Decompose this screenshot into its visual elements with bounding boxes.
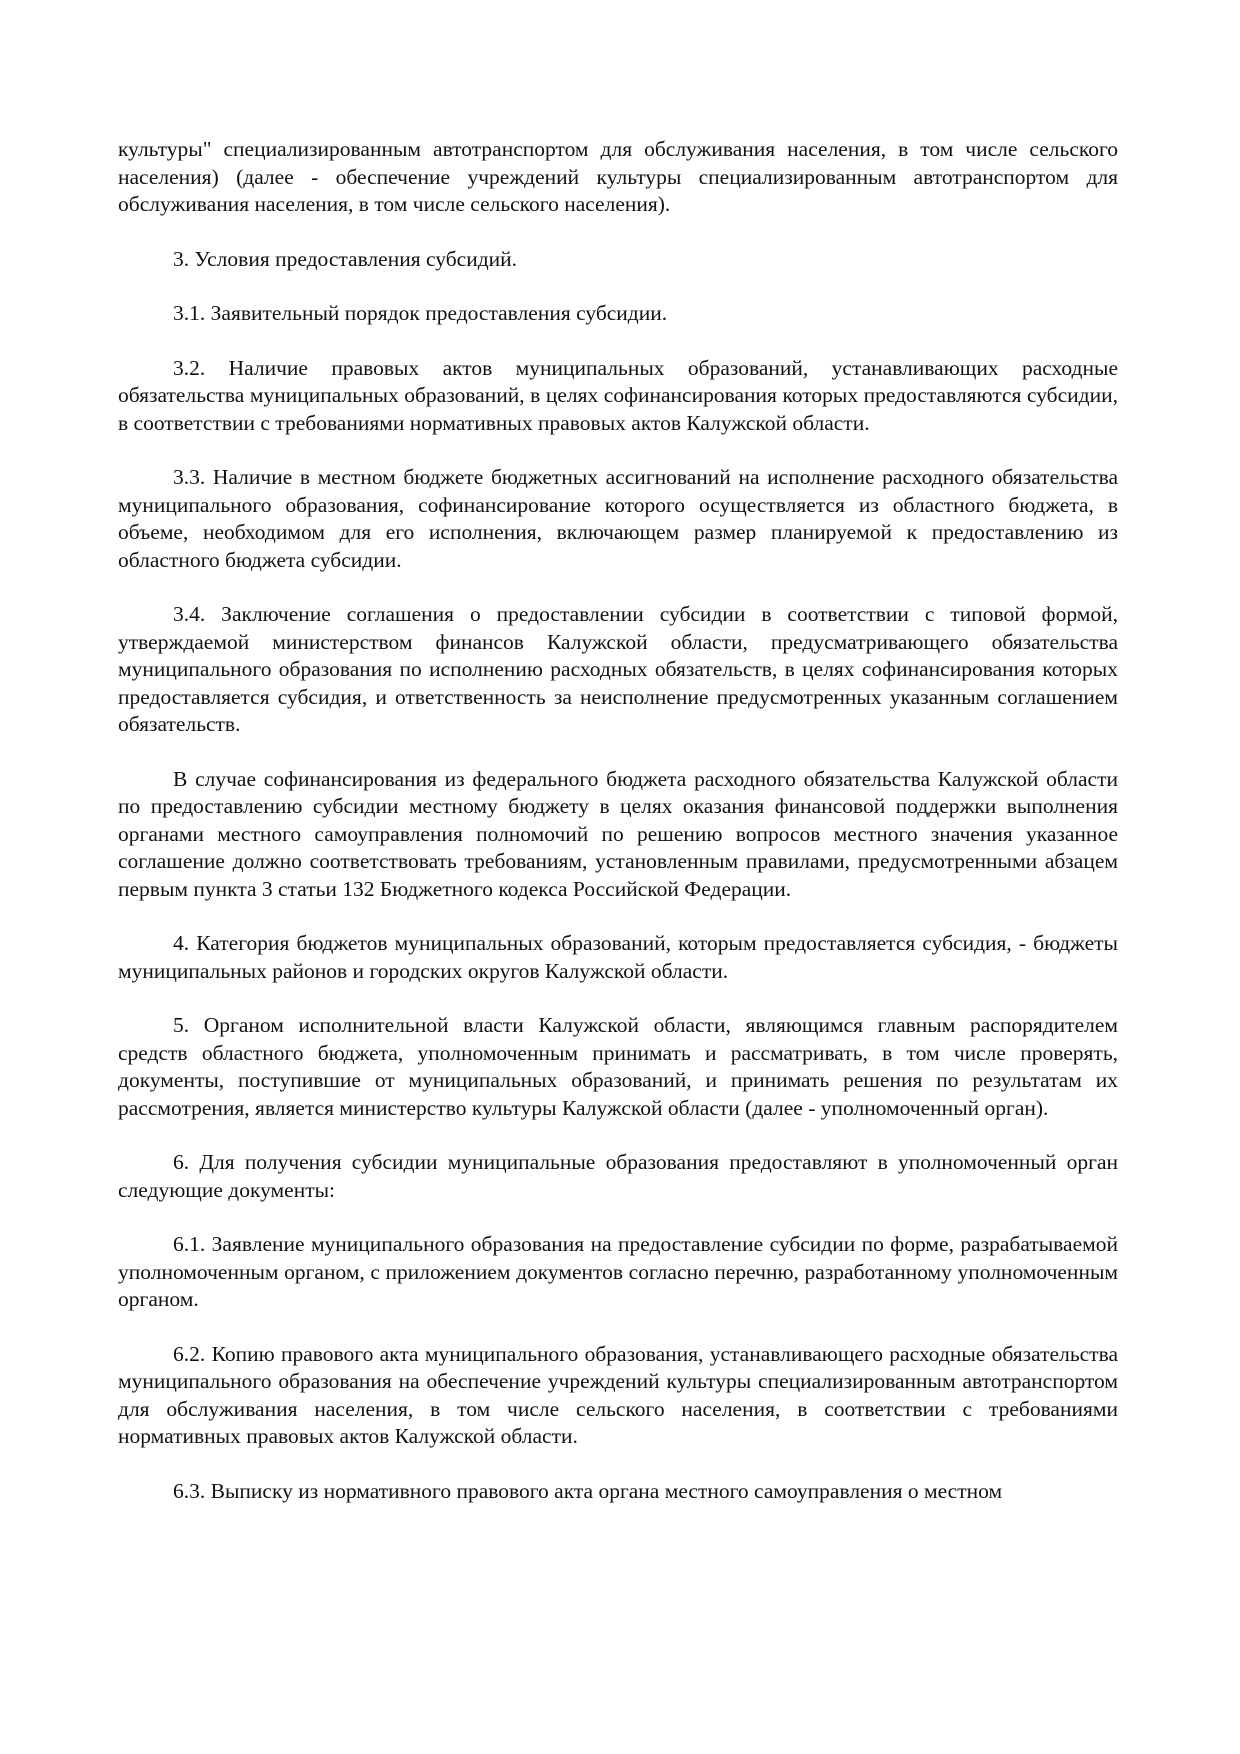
- paragraph-section-6: 6. Для получения субсидии муниципальные образования предоставляют в уполномоченный орган следующие документы:: [118, 1150, 1118, 1202]
- paragraph-6-2: 6.2. Копию правового акта муниципального образования, устанавливающего расходные обязательства муниципального образования на обеспечение учреждений культуры специализированным автотранспортом для обслуживания населения, в том числе сельского населения, в соответствии с требованиями нормативных правовых актов Калужской области.: [118, 1341, 1118, 1448]
- paragraph-6-1: 6.1. Заявление муниципального образования на предоставление субсидии по форме, разрабатываемой уполномоченным органом, с приложением документов согласно перечню, разработанному уполномоченным органом.: [118, 1232, 1118, 1311]
- paragraph-federal-cofinancing: В случае софинансирования из федерального бюджета расходного обязательства Калужской области по предоставлению субсидии местному бюджету в целях оказания финансовой поддержки выполнения органами местного самоуправления полномочий по решению вопросов местного значения указанное соглашение должно соответствовать требованиям, установленным правилами, предусмотренными абзацем первым пункта 3 статьи 132 Бюджетного кодекса Российской Федерации.: [118, 766, 1118, 901]
- paragraph-3-3: 3.3. Наличие в местном бюджете бюджетных ассигнований на исполнение расходного обязательства муниципального образования, софинансирование которого осуществляется из областного бюджета, в объеме, необходимом для его исполнения, включающем размер планируемой к предоставлению из областного бюджета субсидии.: [118, 465, 1118, 572]
- document-page: [118, 136, 1118, 1532]
- paragraph-continuation: культуры" специализированным автотранспортом для обслуживания населения, в том числе сельского населения) (далее - обеспечение учреждений культуры специализированным автотранспортом для обслуживания населения, в том числе сельского населения).: [118, 137, 1118, 216]
- paragraph-3-1: 3.1. Заявительный порядок предоставления субсидии.: [173, 301, 668, 325]
- paragraph-3-4: 3.4. Заключение соглашения о предоставлении субсидии в соответствии с типовой формой, утверждаемой министерством финансов Калужской области, предусматривающего обязательства муниципального образования по исполнению расходных обязательств, в целях софинансирования которых предоставляется субсидия, и ответственность за неисполнение предусмотренных указанным соглашением обязательств.: [118, 602, 1118, 736]
- paragraph-6-3: 6.3. Выписку из нормативного правового акта органа местного самоуправления о местном: [173, 1478, 1003, 1503]
- paragraph-3-2: 3.2. Наличие правовых актов муниципальных образований, устанавливающих расходные обязательства муниципальных образований, в целях софинансирования которых предоставляются субсидии, в соответствии с требованиями нормативных правовых актов Калужской области.: [118, 355, 1118, 435]
- paragraph-section-5: 5. Органом исполнительной власти Калужской области, являющимся главным распорядителем средств областного бюджета, уполномоченным принимать и рассматривать, в том числе проверять, документы, поступившие от муниципальных образований, и принимать решения по результатам их рассмотрения, является министерство культуры Калужской области (далее - уполномоченный орган).: [118, 1013, 1118, 1120]
- paragraph-section-4: 4. Категория бюджетов муниципальных образований, которым предоставляется субсидия, - бюджеты муниципальных районов и городских округов Калужской области.: [118, 931, 1118, 983]
- paragraph-section-3: 3. Условия предоставления субсидий.: [173, 246, 518, 271]
